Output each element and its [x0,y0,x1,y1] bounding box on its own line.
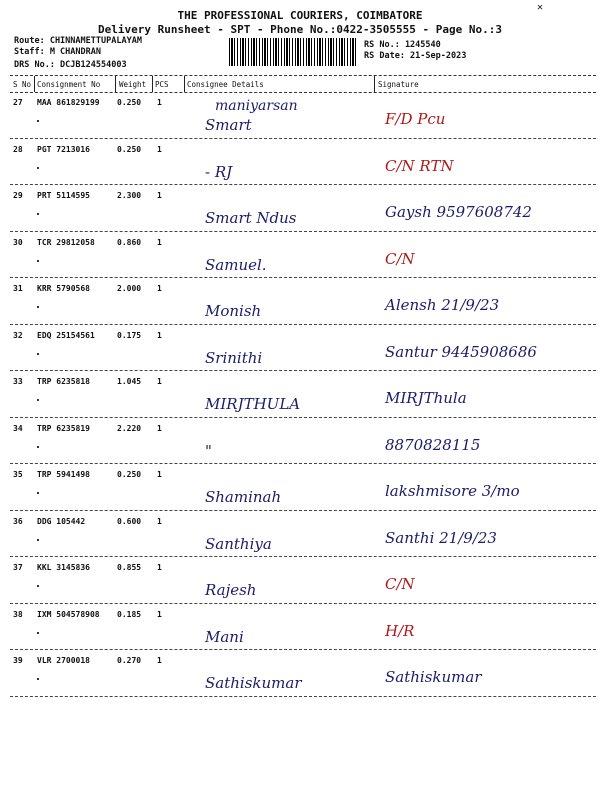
signature-entry: C/N [385,249,415,268]
row-consignment-no: PGT 7213016 [37,144,90,154]
row-sno: 31 [13,284,23,293]
consignee-name: Samuel. [205,255,267,274]
row-pcs: 1 [157,284,162,293]
consignee-name: " [205,441,212,460]
row-weight: 0.250 [117,144,142,154]
consignee-name: Santhiya [205,534,272,553]
row-sno: 39 [13,656,23,665]
signature-entry: Gaysh 9597608742 [385,203,532,221]
table-row [0,464,600,511]
signature-entry: Alensh 21/9/23 [385,296,500,314]
signature-entry: H/R [385,621,415,640]
row-consignment-no: TRP 5941498 [37,470,90,479]
row-sno: 28 [13,144,23,154]
row-dot [37,353,39,355]
row-weight: 0.250 [117,470,142,479]
staff-label: Staff: M CHANDRAN [14,47,101,57]
row-consignment-no: KKL 3145836 [37,563,90,572]
row-weight: 0.600 [117,516,142,526]
row-pcs: 1 [157,191,162,200]
col-header-weight: Weight [119,80,147,89]
row-weight: 0.855 [117,563,142,572]
row-weight: 1.045 [117,377,142,386]
signature-entry: Santhi 21/9/23 [385,528,497,547]
row-dot [37,632,39,634]
row-pcs: 1 [157,470,162,479]
table-row [0,92,600,139]
signature-entry: lakshmisore 3/mo [385,482,520,500]
consignee-name: Shaminah [205,488,282,506]
row-pcs: 1 [157,330,162,340]
row-weight: 0.185 [117,609,142,619]
row-pcs: 1 [157,609,162,619]
row-weight: 2.220 [117,423,142,433]
row-pcs: 1 [157,144,162,154]
row-consignment-no: TRP 6235818 [37,377,90,386]
row-pcs: 1 [157,656,162,665]
row-pcs: 1 [157,516,162,526]
signature-entry: 8870828115 [385,435,481,454]
row-consignment-no: TCR 29812058 [37,237,95,247]
row-separator [10,696,596,697]
drs-number: DRS No.: DCJB124554003 [14,60,127,70]
table-row [0,511,600,558]
row-dot [37,213,39,215]
table-row [0,371,600,418]
consignee-name: Srinithi [205,348,263,367]
row-sno: 34 [13,423,23,433]
row-dot [37,492,39,494]
row-weight: 0.175 [117,330,142,340]
signature-entry: Sathiskumar [385,668,482,686]
consignee-name: Smart Ndus [205,209,297,227]
col-header-signature: Signature [378,80,419,89]
row-weight: 0.860 [117,237,142,247]
col-header-sno: S No [13,80,32,89]
consignee-name: Sathiskumar [205,674,302,692]
row-dot [37,678,39,680]
row-consignment-no: TRP 6235819 [37,423,90,433]
corner-mark: ✕ [537,2,544,13]
table-row [0,604,600,651]
row-consignment-no: MAA 861829199 [37,98,100,107]
row-dot [37,399,39,401]
col-sep [115,76,116,92]
table-row [0,139,600,186]
row-dot [37,306,39,308]
col-sep [374,76,375,92]
row-sno: 38 [13,609,23,619]
row-dot [37,120,39,122]
signature-entry: F/D Pcu [385,110,446,128]
row-pcs: 1 [157,563,162,572]
row-consignment-no: KRR 5790568 [37,284,90,293]
signature-entry: C/N [385,575,415,593]
row-sno: 35 [13,470,23,479]
row-pcs: 1 [157,423,162,433]
consignee-name: Rajesh [205,581,257,599]
row-sno: 27 [13,98,23,107]
row-consignment-no: DDG 105442 [37,516,86,526]
row-pcs: 1 [157,98,162,107]
row-consignment-no: PRT 5114595 [37,191,90,200]
row-weight: 0.250 [117,98,142,107]
row-sno: 32 [13,330,23,340]
header-top-rule [10,75,596,76]
row-pcs: 1 [157,377,162,386]
signature-entry: MIRJThula [385,389,467,407]
table-row [0,557,600,604]
table-row [0,185,600,232]
table-row [0,232,600,279]
row-sno: 30 [13,237,23,247]
runsheet-subtitle: Delivery Runsheet - SPT - Phone No.:0422-3505555 - Page No.:3 [98,23,502,36]
row-dot [37,539,39,541]
row-sno: 36 [13,516,23,526]
company-title: THE PROFESSIONAL COURIERS, COIMBATORE [177,9,423,22]
row-sno: 29 [13,191,23,200]
row-dot [37,167,39,169]
table-row [0,650,600,697]
row-dot [37,446,39,448]
consignee-name: MIRJTHULA [205,395,301,413]
col-sep [34,76,35,92]
table-row [0,418,600,465]
route-label: Route: CHINNAMETTUPALAYAM [14,36,142,46]
rs-number: RS No.: 1245540 [364,40,441,50]
col-header-consignment: Consignment No [37,80,101,89]
row-pcs: 1 [157,237,162,247]
row-weight: 2.000 [117,284,142,293]
row-dot [37,585,39,587]
row-sno: 33 [13,377,23,386]
col-header-pcs: PCS [155,80,169,89]
row-consignment-no: IXM 504578908 [37,609,100,619]
row-weight: 2.300 [117,191,142,200]
signature-entry: Santur 9445908686 [385,342,537,361]
row-consignment-no: EDQ 25154561 [37,330,95,340]
rs-date: RS Date: 21-Sep-2023 [364,51,467,61]
col-header-consignee: Consignee Details [187,80,264,89]
barcode [229,38,357,66]
signature-entry: C/N RTN [385,156,454,175]
row-weight: 0.270 [117,656,142,665]
table-row [0,278,600,325]
row-consignment-no: VLR 2700018 [37,656,90,665]
col-sep [152,76,153,92]
consignee-name: Smart [205,116,252,134]
row-sno: 37 [13,563,23,572]
row-dot [37,260,39,262]
consignee-name: Mani [205,627,244,646]
consignee-name: Monish [205,302,262,320]
col-sep [184,76,185,92]
table-row [0,325,600,372]
consignee-name: - RJ [205,162,233,181]
consignee-name-line1: maniyarsan [215,98,298,114]
